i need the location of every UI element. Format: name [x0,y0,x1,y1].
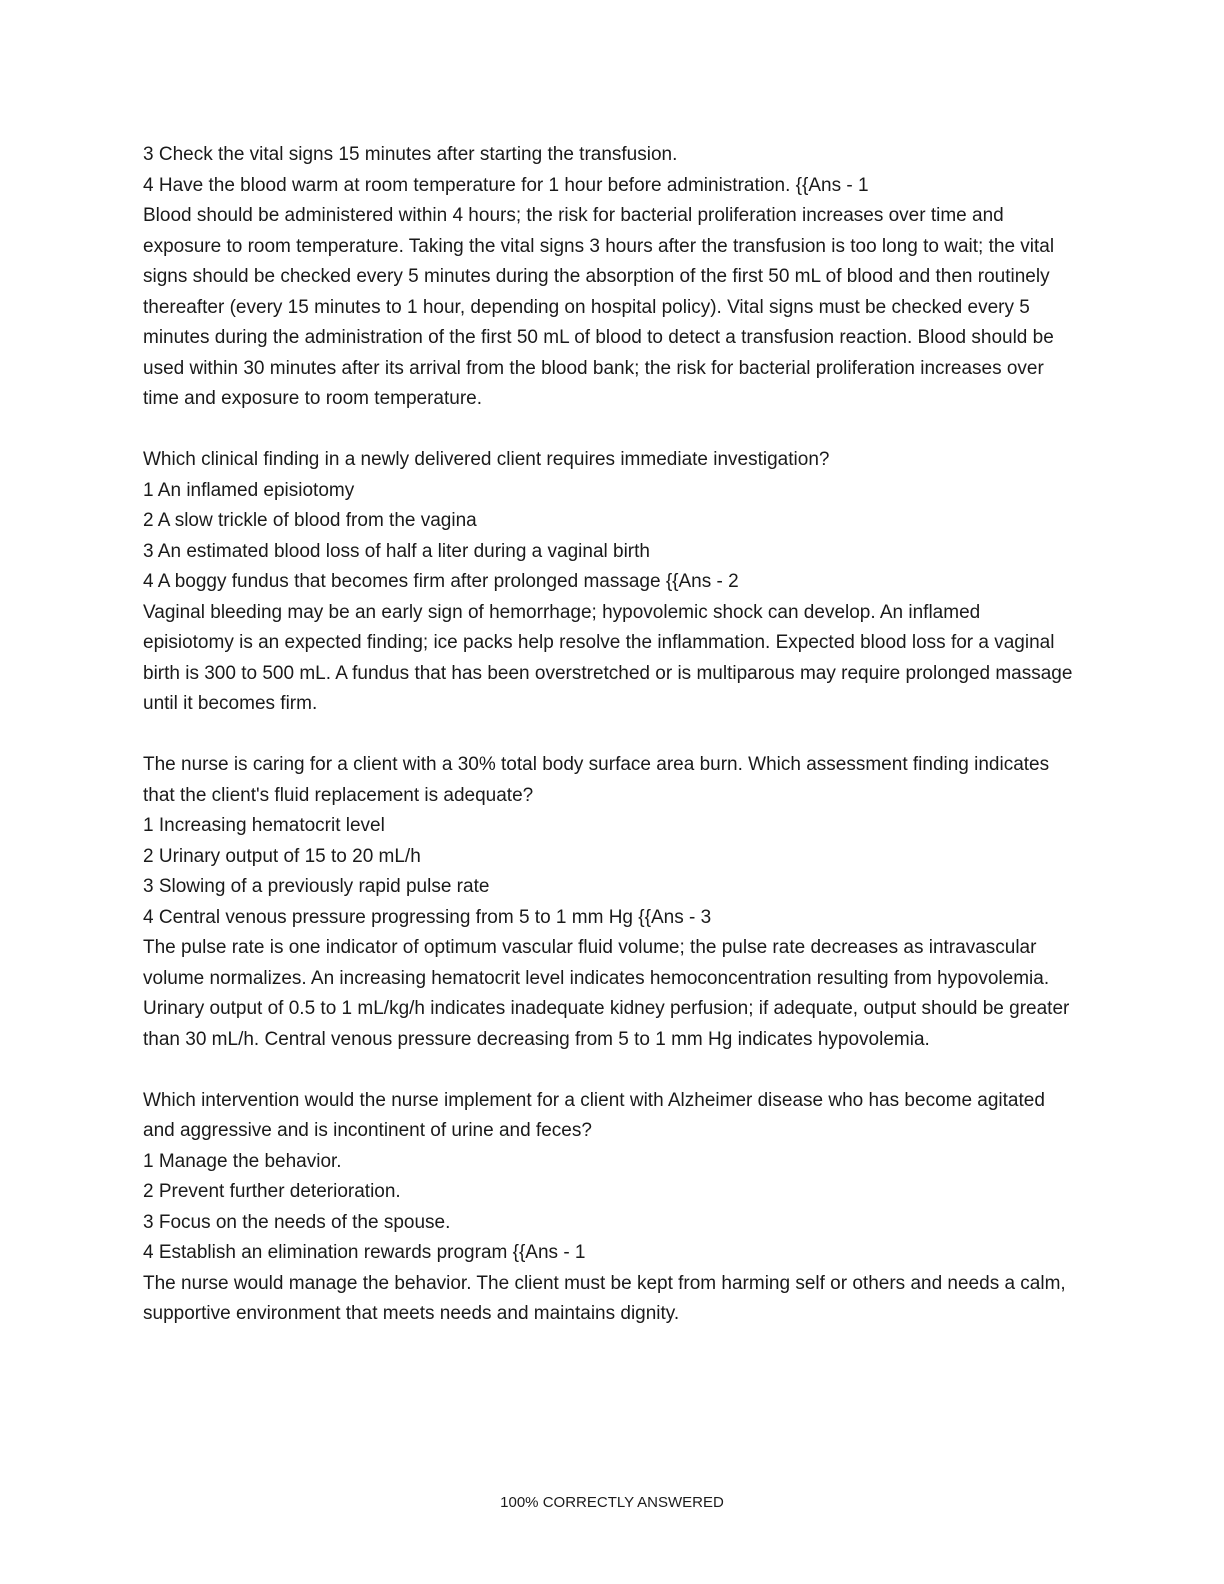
rationale-text: The pulse rate is one indicator of optimum vascular fluid volume; the pulse rate decreases as intravascular volume normalizes. An increasing hematocrit level indicates hemoconcentration resulting from hypovolemia. Urinary output of 0.5 to 1 mL/kg/h indicates inadequate kidney perfusion; if adequate, output should be greater than 30 mL/h. Central venous pressure decreasing from 5 to 1 mm Hg indicates hypovolemia. [143,937,1070,1050]
question-block [143,1086,1073,1330]
answer-option: 1 Increasing hematocrit level [143,815,385,836]
question-text: Which intervention would the nurse implement for a client with Alzheimer disease who has become agitated and aggressive and is incontinent of urine and feces? [143,1089,1045,1141]
question-block [143,750,1073,1055]
answer-option: 2 Prevent further deterioration. [143,1181,401,1202]
answer-option: 4 A boggy fundus that becomes firm after prolonged massage {{Ans - 2 [143,571,739,592]
rationale-text: The nurse would manage the behavior. The client must be kept from harming self or others and needs a calm, supportive environment that meets needs and maintains dignity. [143,1272,1066,1324]
spacer [143,1055,1073,1086]
rationale-text: Vaginal bleeding may be an early sign of hemorrhage; hypovolemic shock can develop. An inflamed episiotomy is an expected finding; ice packs help resolve the inflammation. Expected blood loss for a vaginal birth is 300 to 500 mL. A fundus that has been overstretched or is multiparous may require prolonged massage until it becomes firm. [143,601,1073,714]
answer-option: 4 Central venous pressure progressing from 5 to 1 mm Hg {{Ans - 3 [143,906,712,928]
answer-option: 4 Have the blood warm at room temperature for 1 hour before administration. {{Ans - 1 [143,174,869,196]
answer-option: 2 Urinary output of 15 to 20 mL/h [143,845,421,867]
rationale-text: Blood should be administered within 4 hours; the risk for bacterial proliferation increases over time and exposure to room temperature. Taking the vital signs 3 hours after the transfusion is too long to wait; the vital signs should be checked every 5 minutes during the absorption of the first 50 mL of blood and then routinely thereafter (every 15 minutes to 1 hour, depending on hospital policy). Vital signs must be checked every 5 minutes during the administration of the first 50 mL of blood to detect a transfusion reaction. Blood should be used within 30 minutes after its arrival from the blood bank; the risk for bacterial proliferation increases over time and exposure to room temperature. [143,205,1055,409]
answer-option: 1 Manage the behavior. [143,1150,342,1172]
answer-option: 3 Slowing of a previously rapid pulse rate [143,876,490,897]
answer-option: 3 An estimated blood loss of half a liter during a vaginal birth [143,540,650,562]
answer-option: 3 Check the vital signs 15 minutes after starting the transfusion. [143,144,678,165]
spacer [143,720,1073,751]
question-text: Which clinical finding in a newly delivered client requires immediate investigation? [143,449,830,470]
answer-option: 1 An inflamed episiotomy [143,479,355,501]
page-footer: 100% CORRECTLY ANSWERED [500,1494,724,1511]
question-block [143,445,1073,720]
question-text: The nurse is caring for a client with a 30% total body surface area burn. Which assessment finding indicates that the client's fluid replacement is adequate? [143,754,1050,806]
answer-option: 2 A slow trickle of blood from the vagina [143,510,477,531]
answer-option: 4 Establish an elimination rewards program {{Ans - 1 [143,1242,586,1263]
answer-option: 3 Focus on the needs of the spouse. [143,1211,451,1233]
question-block [143,140,1073,415]
spacer [143,415,1073,446]
document-body [143,140,1073,1330]
